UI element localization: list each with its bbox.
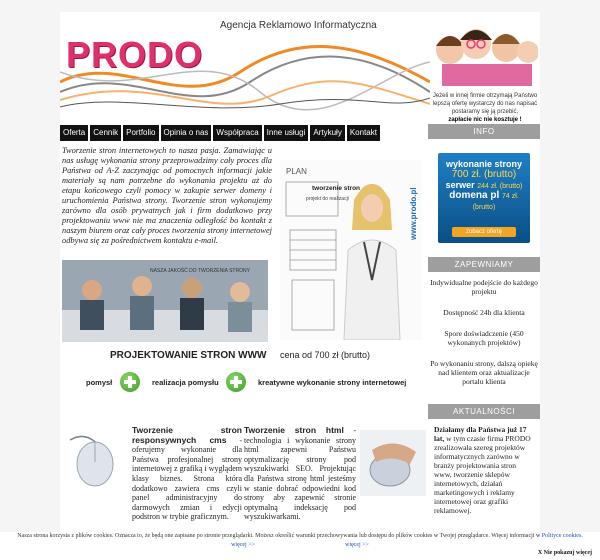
promo-text (430, 92, 540, 124)
hand-mouse-icon (360, 430, 426, 496)
cookie-close-button[interactable]: X Nie pokazuj więcej (537, 550, 592, 556)
logo[interactable]: PRODO (66, 34, 204, 75)
team-caption: NASZA JAKOŚĆ DO TWORZENIA STRONY (150, 268, 250, 274)
ad-line2: 700 zł. (brutto) (451, 169, 517, 180)
cookie-text: Nasza strona korzysta z plików cookies. Oznacza to, że będą one zapisane po stronie przeglądarki. Możesz określić warunki przechowywania lub dostępu do plików cookies w Twojej przeglądarce. Więcej informacji w (17, 533, 541, 539)
board-label: tworzenie stron (312, 185, 361, 192)
zapewniamy-list (428, 272, 540, 404)
nav-portfolio[interactable]: Portfolio (123, 125, 158, 141)
page (60, 12, 540, 542)
aktualnosci-header: AKTUALNOŚCI (428, 404, 540, 419)
html-body: - technologia i wykonanie strony html zapewni Państwu optymalizację strony pod wyszukiwarki SEO. Projektując dla Państwa stronę html jesteśmy w stanie dobrać odpowiedni kod strony aby zapewnić stronie optymalną indeksację pod wyszukiwarkami. (244, 426, 356, 522)
feature-kreatywne: kreatywne wykonanie strony internetowej (258, 378, 407, 387)
kids-photo (434, 16, 538, 86)
cookie-more-link-2[interactable]: więcej >> (345, 542, 369, 548)
cms-body: - oferujemy wykonanie dla Państwa profesjonalnej strony internetowej z grafiką i wyglądem klasy biznes. Strona która dodatkowo zawiera cms czyli panel administracyjny do darmowych zmian i edycji podstron w trybie graficznym. (132, 435, 243, 522)
zapewniamy-item: Indywidualne podejście do każdego projektu (430, 278, 538, 296)
cookie-bar (0, 532, 600, 560)
plus-icon (226, 372, 246, 392)
computer-mouse-icon (64, 430, 126, 490)
tagline: Agencja Reklamowo Informatyczna (220, 20, 377, 31)
ad-domena-price: 74 zł. (brutto) (472, 193, 519, 211)
ad-serwer: serwer (445, 180, 475, 190)
zapewniamy-item: Po wykonaniu strony, dalszą opiekę nad klientem oraz aktualizacje portalu klienta (430, 359, 538, 386)
board-plan-label: PLAN (286, 167, 307, 176)
nav-kontakt[interactable]: Kontakt (347, 125, 380, 141)
zapewniamy-item: Spore doświadczenie (450 wykonanych projektów) (444, 329, 524, 347)
price-label: cena od 700 zł (brutto) (280, 350, 371, 360)
info-header: INFO (428, 124, 540, 139)
feature-realizacja: realizacja pomysłu (152, 378, 219, 387)
main-nav (60, 125, 380, 141)
features-row (84, 372, 424, 396)
news-item (428, 419, 540, 521)
promo-line: Jeżeli w innej firmie otrzymają Państwo (432, 93, 538, 99)
header (60, 12, 430, 120)
nav-artykuly[interactable]: Artykuły (310, 125, 344, 141)
ad-line1: wykonanie strony (445, 159, 523, 169)
news-title: Działamy dla Państwa już 17 lat, (434, 425, 527, 443)
team-photo (62, 260, 268, 342)
board-sublabel: projekt do realizacji (306, 196, 349, 202)
zapewniamy-item: Dostępność 24h dla klienta (443, 308, 525, 317)
right-sidebar (428, 124, 540, 521)
ad-domena: domena pl (449, 190, 500, 201)
feature-pomysl: pomysł (86, 378, 113, 387)
promo-box (430, 12, 540, 132)
offer-ad[interactable] (438, 153, 530, 243)
ad-serwer-price: 244 zł. (brutto) (477, 183, 523, 190)
promo-line-bold: zapłacie nic nie kosztuje ! (448, 117, 522, 123)
cms-section (132, 426, 242, 522)
team-image (62, 260, 268, 342)
cms-title: Tworzenie stron responsywnych cms (132, 425, 242, 445)
html-title: Tworzenie stron html (244, 425, 344, 435)
nav-opinia[interactable]: Opinia o nas (161, 125, 212, 141)
promo-line: postaramy się ją przebić, (451, 109, 519, 115)
plus-icon (120, 372, 140, 392)
intro-text: Tworzenie stron internetowych to nasza pasja. Zamawiając u nas usługę wykonania strony przeprowadzimy cały proces dla Państwa od A-Z zaczynając od pomocnych informacji jakie materiały są nam potrzebne do wykonania projektu aż do etapu końcowego czyli pomocy w zakupie serwer domeny i uruchomienia Państwa strony. Tworzenie stron wykonujemy zarówno dla osób prywatnych jak i firm dodatkowo przy projektowaniu www nie ma znaczenia odległość bo kontakt z naszym biurem oraz cały proces tworzenia strony internetowej odbywa się za pośrednictwem kontaktu e-mail. (62, 146, 272, 245)
projektowanie-title: PROJEKTOWANIE STRON WWW (110, 350, 267, 361)
nav-inne-uslugi[interactable]: Inne usługi (264, 125, 309, 141)
nav-oferta[interactable]: Oferta (60, 125, 88, 141)
board-url: www.prodo.pl (409, 187, 418, 240)
html-section (244, 426, 356, 522)
nav-cennik[interactable]: Cennik (90, 125, 121, 141)
promo-line: lepszą ofertę wystarczy do nas napisać (432, 101, 538, 107)
nav-wspolpraca[interactable]: Współpraca (213, 125, 261, 141)
zapewniamy-header: ZAPEWNIAMY (428, 257, 540, 272)
woman-board-image (280, 160, 422, 340)
cookie-policy-link[interactable]: Polityce cookies. (541, 533, 583, 539)
see-offer-button[interactable]: zobacz ofertę (452, 227, 516, 237)
news-body: w tym czasie firma PRODO zrealizowała szereg projektów informatycznych zarówno w branży projektowania stron www, tworzenie sklepów internetowych, działań marketingowych i reklamy internetowej oraz grafiki reklamowej. (434, 434, 531, 515)
woman-board-photo (280, 160, 422, 340)
cookie-more-link[interactable]: więcej >> (231, 542, 255, 548)
